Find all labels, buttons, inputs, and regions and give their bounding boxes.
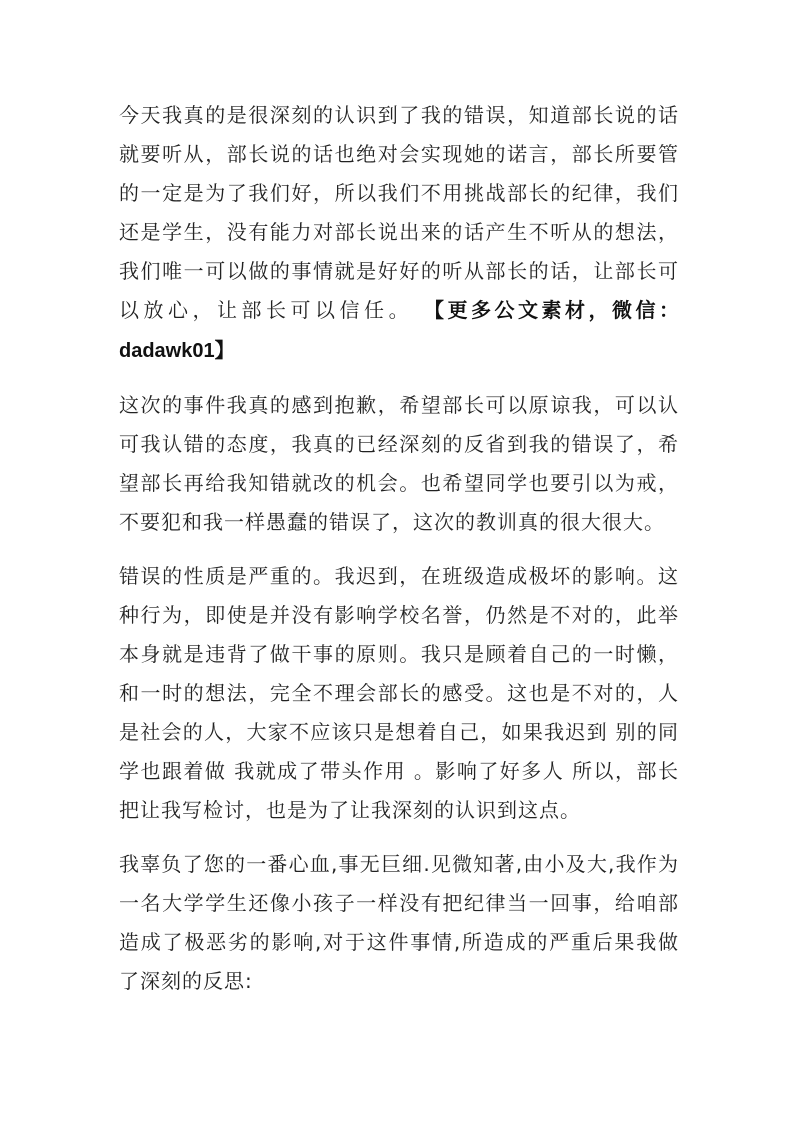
paragraph-1-text: 今天我真的是很深刻的认识到了我的错误，知道部长说的话就要听从，部长说的话也绝对会实现她的诺言，部长所要管的一定是为了我们好，所以我们不用挑战部长的纪律，我们还是学生，没有能力对部长说出来的话产生不听从的想法，我们唯一可以做的事情就是好好的听从部长的话，让部长可以放心，让部长可以信任。 [119,103,679,322]
paragraph-2-text: 这次的事件我真的感到抱歉，希望部长可以原谅我，可以认可我认错的态度，我真的已经深刻的反省到我的错误了，希望部长再给我知错就改的机会。也希望同学也要引以为戒，不要犯和我一样愚蠢的错误了，这次的教训真的很大很大。 [119,393,679,534]
wechat-note: 【更多公文素材，微信：dadawk01】 [119,300,680,362]
document-body [119,96,679,1001]
paragraph-3 [119,557,679,830]
paragraph-1 [119,96,679,371]
paragraph-2 [119,386,679,542]
paragraph-4 [119,845,679,1001]
paragraph-4-text: 我辜负了您的一番心血,事无巨细.见微知著,由小及大,我作为一名大学学生还像小孩子一样没有把纪律当一回事，给咱部造成了极恶劣的影响,对于这件事情,所造成的严重后果我做了深刻的反思: [119,852,679,993]
paragraph-3-text: 错误的性质是严重的。我迟到，在班级造成极坏的影响。这种行为，即使是并没有影响学校名誉，仍然是不对的，此举本身就是违背了做干事的原则。我只是顾着自己的一时懒，和一时的想法，完全不理会部长的感受。这也是不对的，人是社会的人，大家不应该只是想着自己，如果我迟到 别的同学也跟着做 我就成了带头作用 。影响了好多人 所以，部长把让我写检讨，也是为了让我深刻的认识到这点。 [119,564,679,822]
